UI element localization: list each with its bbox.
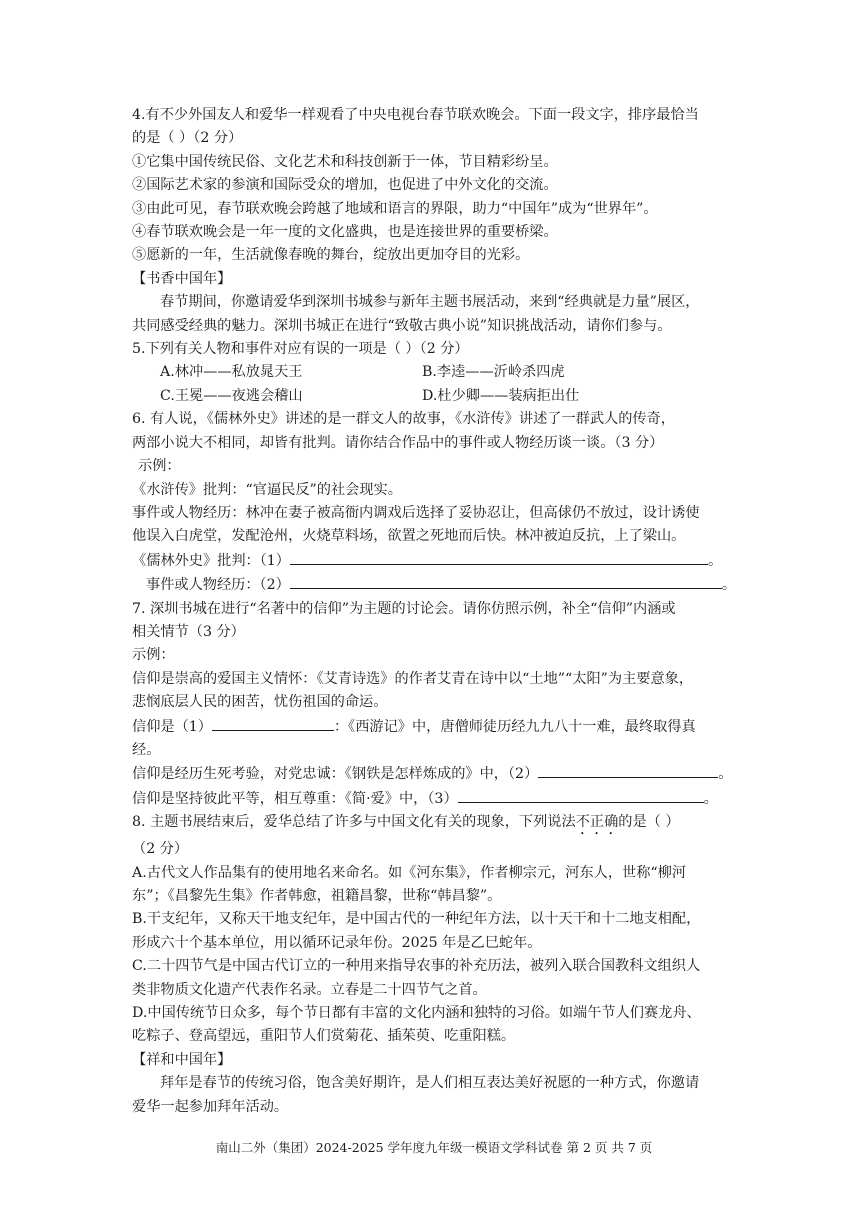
q5-options-row1	[132, 361, 740, 384]
q7-example-label: 示例：	[132, 647, 175, 664]
q6-answer2-blank[interactable]	[290, 573, 722, 589]
page-footer: 南山二外（集团）2024-2025 学年度九年级一模语文学科试卷 第 2 页 共 7 页	[215, 1140, 653, 1155]
q7-blank-1-cont: 经。	[132, 741, 161, 758]
q6-example-event-line2: 他误入白虎堂，发配沧州，火烧草料场，欲置之死地而后快。林冲被迫反抗，上了梁山。	[132, 528, 686, 545]
q6-stem-line2: 两部小说大不相同，却皆有批判。请你结合作品中的事件或人物经历谈一谈。（3 分）	[132, 434, 664, 451]
q7-blank-1-line	[132, 715, 740, 739]
q8-emphasis-not-correct: 不正确	[575, 814, 619, 831]
q7-blank3[interactable]	[458, 787, 704, 803]
q8-stem-part-b: 的是（ ）	[618, 814, 680, 831]
q7-stem-line1: 7. 深圳书城在进行“名著中的信仰”为主题的讨论会。请你仿照示例，补全“信仰”内涵或	[132, 600, 676, 617]
q6-stem-line1: 6. 有人说，《儒林外史》讲述的是一群文人的故事，《水浒传》讲述了一群武人的传奇，	[132, 411, 675, 428]
q7-stem-line2: 相关情节（3 分）	[132, 623, 245, 640]
q6-example-critique: 《水浒传》批判：“官逼民反”的社会现实。	[132, 481, 402, 498]
question-4	[132, 104, 740, 268]
section2-para-line1: 拜年是春节的传统习俗，饱含美好期许，是人们相互表达美好祝愿的一种方式，你邀请	[160, 1075, 700, 1092]
q8-stem-line2: （2 分）	[132, 841, 189, 858]
section-title-shuxiang: 【书香中国年】	[132, 270, 232, 287]
q5-stem: 5.下列有关人物和事件对应有误的一项是（ ）（2 分）	[132, 341, 469, 358]
q8-stem-line1	[132, 811, 740, 838]
q6-answer1-end: 。	[708, 552, 723, 569]
q6-answer2-label: 事件或人物经历：（2）	[146, 577, 290, 594]
q8-option-b-line2: 形成六十个基本单位，用以循环记录年份。2025 年是乙巳蛇年。	[132, 934, 542, 951]
question-5	[132, 338, 740, 408]
q5-option-d: D.杜少卿——装病拒出仕	[422, 387, 580, 404]
question-8	[132, 811, 740, 1049]
q4-item-2: ②国际艺术家的参演和国际受众的增加，也促进了中外文化的交流。	[132, 177, 558, 194]
q7-blank1-prefix: 信仰是（1）	[132, 718, 212, 735]
q8-stem-part-a: 8. 主题书展结束后，爱华总结了许多与中国文化有关的现象，下列说法	[132, 814, 576, 831]
q6-answer-1	[132, 549, 740, 573]
q5-option-c: C.王冕——夜逃会稽山	[160, 387, 303, 404]
section1-para-line1: 春节期间，你邀请爱华到深圳书城参与新年主题书展活动，来到“经典就是力量”展区，	[160, 294, 700, 311]
section2-para-line2: 爱华一起参加拜年活动。	[132, 1098, 289, 1115]
q6-answer1-label: 《儒林外史》批判：（1）	[132, 552, 290, 569]
q4-item-3: ③由此可见，春节联欢晚会跨越了地域和语言的界限，助力“中国年”成为“世界年”。	[132, 200, 658, 217]
q6-answer1-blank[interactable]	[290, 549, 708, 565]
q8-option-c-line2: 类非物质文化遗产代表作名录。立春是二十四节气之首。	[132, 981, 487, 998]
question-6	[132, 408, 740, 597]
q4-item-1: ①它集中国传统民俗、文化艺术和科技创新于一体，节目精彩纷呈。	[132, 153, 558, 170]
q7-blank2-prefix: 信仰是经历生死考验，对党忠诚：《钢铁是怎样炼成的》中，（2）	[132, 766, 539, 783]
q8-option-a-line1: A.古代文人作品集有的使用地名来命名。如《河东集》，作者柳宗元，河东人，世称“柳河	[132, 864, 687, 881]
q8-option-d-line2: 吃粽子、登高望远，重阳节人们赏菊花、插茱萸、吃重阳糕。	[132, 1028, 516, 1045]
q7-example-line1: 信仰是崇高的爱国主义情怀：《艾青诗选》的作者艾青在诗中以“土地”“太阳”为主要意象，	[132, 670, 694, 687]
q6-answer2-end: 。	[721, 577, 737, 594]
section-title-xianghe: 【祥和中国年】	[132, 1051, 232, 1068]
q7-example-line2: 悲悯底层人民的困苦，忧伤祖国的命运。	[132, 694, 388, 711]
q7-blank3-end: 。	[703, 790, 718, 807]
q7-blank1[interactable]	[212, 715, 334, 731]
q7-blank3-prefix: 信仰是坚持彼此平等，相互尊重：《简·爱》中，（3）	[132, 790, 458, 807]
q8-option-d-line1: D.中国传统节日众多，每个节日都有丰富的文化内涵和独特的习俗。如端午节人们赛龙舟、	[132, 1005, 701, 1022]
exam-page	[132, 104, 740, 1119]
q4-item-5: ⑤愿新的一年，生活就像春晚的舞台，绽放出更加夺目的光彩。	[132, 247, 530, 264]
q6-answer-2	[132, 573, 740, 597]
q5-option-b: B.李逵——沂岭杀四虎	[422, 364, 565, 381]
q8-option-c-line1: C.二十四节气是中国古代订立的一种用来指导农事的补充历法，被列入联合国教科文组织人	[132, 958, 701, 975]
q4-stem-line2: 的是（ ）（2 分）	[132, 130, 243, 147]
q5-option-a: A.林冲——私放晁天王	[160, 364, 303, 381]
q7-blank2-end: 。	[718, 766, 733, 783]
q8-option-a-line2: 东”；《昌黎先生集》作者韩愈，祖籍昌黎，世称“韩昌黎”。	[132, 888, 502, 904]
q4-stem-line1: 4.有不少外国友人和爱华一样观看了中央电视台春节联欢晚会。下面一段文字，排序最恰当	[132, 107, 699, 123]
q7-blank-3-line	[132, 787, 740, 811]
q7-blank2[interactable]	[538, 762, 718, 778]
q8-option-b-line1: B.干支纪年，又称天干地支纪年，是中国古代的一种纪年方法，以十天干和十二地支相配，	[132, 911, 701, 928]
q6-example-event-line1: 事件或人物经历：林冲在妻子被高衙内调戏后选择了妥协忍让，但高俅仍不放过，设计诱使	[132, 504, 700, 521]
section1-para-line2: 共同感受经典的魅力。深圳书城正在进行“致敬古典小说”知识挑战活动，请你们参与。	[132, 317, 672, 334]
q7-blank-2-line	[132, 762, 740, 786]
question-7	[132, 598, 740, 812]
q7-blank1-suffix: ：《西游记》中，唐僧师徒历经九九八十一难，最终取得真	[333, 718, 696, 735]
q5-options-row2	[132, 385, 740, 408]
q4-item-4: ④春节联欢晚会是一年一度的文化盛典，也是连接世界的重要桥梁。	[132, 224, 558, 241]
q6-example-label: 示例：	[138, 458, 181, 475]
